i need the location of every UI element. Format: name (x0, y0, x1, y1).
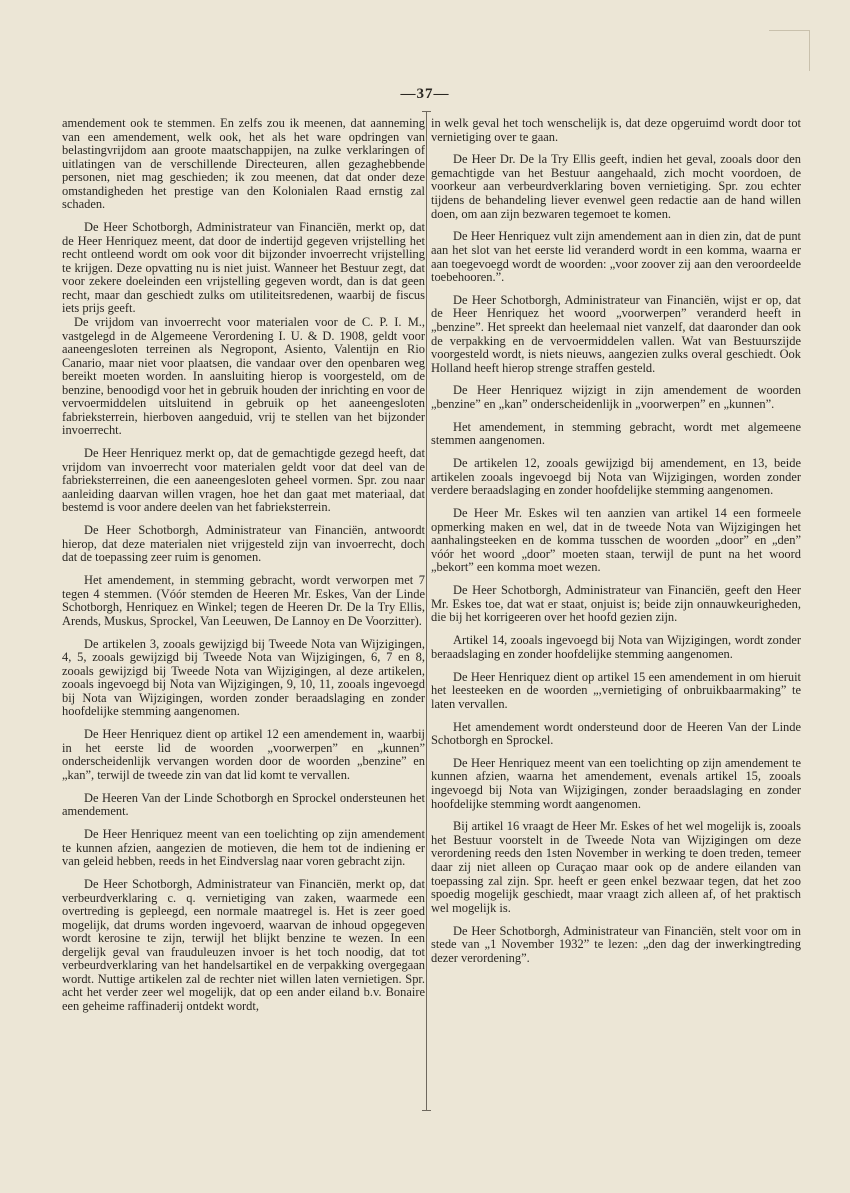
paragraph: De Heer Schotborgh, Administrateur van Financiën, antwoordt hierop, dat deze materialen niet vrijgesteld zijn van invoerrecht, doch dat de toepassing zeer ruim is genomen. (62, 523, 425, 565)
paragraph: amendement ook te stemmen. En zelfs zou ik meenen, dat aanneming van een amendement, welk ook, het als het ware opdringen van belastingvrijdom aan groote maatschappijen, na zulke verklaringen of uitlatingen van de verschillende Directeuren, allen gezaghebbende personen, niet mag geschieden; ik zou meenen, dat dat onder deze omstandigheden het prestige van den Kolonialen Raad ernstig zal schaden. (62, 116, 425, 212)
paragraph: De Heer Schotborgh, Administrateur van Financiën, wijst er op, dat de Heer Henriquez het woord „voorwerpen” veranderd heeft in „benzine”. Het spreekt dan heelemaal niet vanzelf, dat daaronder dan ook de verpakking en de vervoermiddelen vallen. Wat van Bestuurszijde voorgesteld wordt, is niets nieuws, aangezien zulks overal geschiedt. Ook Holland heeft hierop strenge straffen gesteld. (431, 292, 801, 375)
paragraph: De Heer Henriquez dient op artikel 12 een amendement in, waarbij in het eerste lid de woorden „voorwerpen” en „kunnen” onderscheidenlijk vervangen worden door de woorden „benzine” en „kan”, terwijl de tweede zin van dat lid komt te vervallen. (62, 727, 425, 782)
page-number: —37— (400, 86, 450, 102)
paragraph: Het amendement, in stemming gebracht, wordt verworpen met 7 tegen 4 stemmen. (Vóór stemden de Heeren Mr. Eskes, Van der Linde Schotborgh, Henriquez en Winkel; tegen de Heeren Dr. De la Try Ellis, Arends, Muskus, Sprockel, Van Leeuwen, De Lannoy en De Voorzitter). (62, 573, 425, 628)
left-column (62, 117, 425, 1023)
paragraph: De Heer Henriquez meent van een toelichting op zijn amendement te kunnen afzien, aangezien de motieven, die hem tot de indiening er van geleid hebben, reeds in het Eindverslag naar voren gebracht zijn. (62, 827, 425, 869)
paragraph: De Heer Henriquez dient op artikel 15 een amendement in om hieruit het leesteeken en de woorden „,vernietiging of onbruikbaarmaking” te laten vervallen. (431, 669, 801, 711)
paragraph: De vrijdom van invoerrecht voor materialen voor de C. P. I. M., vastgelegd in de Algemeene Verordening I. U. & D. 1908, geldt voor aaneengesloten terreinen als Negropont, Asiento, Valentijn en Rio Canario, maar niet voor plaatsen, die vandaar over den openbaren weg bereikt moeten worden. In aansluiting hierop is voorgesteld, om de benzine, benoodigd voor het in gebruik houden der inrichting en voor de vervoermiddelen uitsluitend in gebruik op het aaneengesloten fabrieksterrein, hierboven aangeduid, vrij te stellen van het bijzonder invoerrecht. (62, 314, 425, 438)
paragraph: in welk geval het toch wenschelijk is, dat deze opgeruimd wordt door tot vernietiging over te gaan. (431, 116, 801, 144)
paragraph: De artikelen 12, zooals gewijzigd bij amendement, en 13, beide artikelen zooals ingevoegd bij Nota van Wijzigingen, worden zonder verdere beraadslaging en zonder hoofdelijke stemming aangenomen. (431, 456, 801, 498)
paragraph: De Heer Schotborgh, Administrateur van Financiën, merkt op, dat de Heer Henriquez meent, dat door de indertijd gegeven vrijstelling het recht ontleend wordt om ook voor dit bijzonder invoerrecht vrijstelling te krijgen. Deze opvatting nu is niet juist. Wanneer het Bestuur zegt, dat voor zekere doeleinden een vrijstelling gegeven wordt, dan is dat geen recht, maar dan geschiedt zulks om utiliteitsredenen, waarbij de fiscus iets prijs geeft. (62, 220, 425, 316)
paragraph: De Heer Henriquez wijzigt in zijn amendement de woorden „benzine” en „kan” onderscheidenlijk in „voorwerpen” en „kunnen”. (431, 383, 801, 412)
right-column (431, 117, 801, 974)
paragraph: Bij artikel 16 vraagt de Heer Mr. Eskes of het wel mogelijk is, zooals het Bestuur voorstelt in de Tweede Nota van Wijzigingen om deze verordening reeds den 1sten November in werking te doen treden, temeer daar zij niet alleen op Curaçao maar ook op de andere eilanden van toepassing zal zijn. Spr. heeft er geen enkel bezwaar tegen, dat het zoo spoedig mogelijk geschiedt, maar vraagt zich alleen af, of het praktisch wel mogelijk is. (431, 819, 801, 915)
paragraph: De Heer Schotborgh, Administrateur van Financiën, merkt op, dat verbeurdverklaring c. q. vernietiging van zaken, waarmede een overtreding is gepleegd, een normale maatregel is. Het is zeer goed mogelijk, dat drums worden ingevoerd, waarvan de inhoud opgegeven wordt kerosine te zijn, terwijl het blijkt benzine te wezen. In een dergelijk geval van frauduleuzen invoer is het toch noodig, dat tot verbeurdverklaring van het handelsartikel en de verpakking overgegaan wordt. Nuttige artikelen zal de rechter niet willen laten vernietigen. Spr. acht het verder zeer wel mogelijk, dat op een ander eiland b.v. Bonaire een geheime raffinaderij ontdekt wordt, (62, 877, 425, 1013)
paragraph: De Heer Schotborgh, Administrateur van Financiën, stelt voor om in stede van „1 November 1932” te lezen: „den dag der inwerkingtreding dezer verordening”. (431, 923, 801, 965)
paragraph: De Heer Schotborgh, Administrateur van Financiën, geeft den Heer Mr. Eskes toe, dat wat er staat, onjuist is; beide zijn onnauwkeurigheden, die bij het korrigeeren over het hoofd gezien zijn. (431, 583, 801, 625)
paragraph: De Heer Henriquez merkt op, dat de gemachtigde gezegd heeft, dat vrijdom van invoerrecht voor materialen geldt voor dat deel van de fabrieksterreinen, die een aaneengesloten geheel vormen. Spr. zou naar aanleiding daarvan willen vragen, hoe het dan gaat met materiaal, dat bestemd is voor andere deelen van het fabrieksterrein. (62, 446, 425, 515)
paragraph: De Heeren Van der Linde Schotborgh en Sprockel ondersteunen het amendement. (62, 790, 425, 819)
column-divider-bottom-tick (422, 1110, 431, 1111)
paragraph: De Heer Henriquez vult zijn amendement aan in dien zin, dat de punt aan het slot van het eerste lid veranderd wordt in een komma, waarna er aan toegevoegd wordt de woorden: „voor zoover zij aan den veroordeelde toebehooren.”. (431, 229, 801, 285)
paragraph: De Heer Dr. De la Try Ellis geeft, indien het geval, zooals door den gemachtigde van het Bestuur aangehaald, zich mocht voordoen, de voorkeur aan verbeurdverklaring boven vernietiging. Spr. zou echter tijdens de behandeling liever evenwel geen redactie aan de hand willen doen, om aan zijn bezwaren tegemoet te komen. (431, 152, 801, 221)
paragraph: Artikel 14, zooals ingevoegd bij Nota van Wijzigingen, wordt zonder beraadslaging en zonder hoofdelijke stemming aangenomen. (431, 633, 801, 661)
scan-corner-mark (769, 30, 810, 71)
column-divider (426, 111, 427, 1111)
paragraph: Het amendement, in stemming gebracht, wordt met algemeene stemmen aangenomen. (431, 419, 801, 448)
paragraph: De Heer Henriquez meent van een toelichting op zijn amendement te kunnen afzien, waarna het amendement, evenals artikel 15, zooals ingevoegd bij Nota van Wijzigingen, zonder beraadslaging en zonder hoofdelijke stemming wordt aangenomen. (431, 755, 801, 811)
paragraph: De artikelen 3, zooals gewijzigd bij Tweede Nota van Wijzigingen, 4, 5, zooals gewijzigd bij Tweede Nota van Wijzigingen, 6, 7 en 8, zooals gewijzigd bij Tweede Nota van Wijzigingen, al deze artikelen, zooals ingevoegd bij Nota van Wijzigingen, 9, 10, 11, zooals ingevoegd bij Nota van Wijzigingen, worden zonder beraadslaging en zonder hoofdelijke stemming aangenomen. (62, 636, 425, 719)
paragraph: De Heer Mr. Eskes wil ten aanzien van artikel 14 een formeele opmerking maken en wel, dat in de tweede Nota van Wijzigingen het aanhalingsteeken en de komma tusschen de woorden „door” en „den” vóór het woord „door” moeten staan, terwijl de punt na het woord „bekort” een komma moet wezen. (431, 506, 801, 575)
paragraph: Het amendement wordt ondersteund door de Heeren Van der Linde Schotborgh en Sprockel. (431, 719, 801, 748)
